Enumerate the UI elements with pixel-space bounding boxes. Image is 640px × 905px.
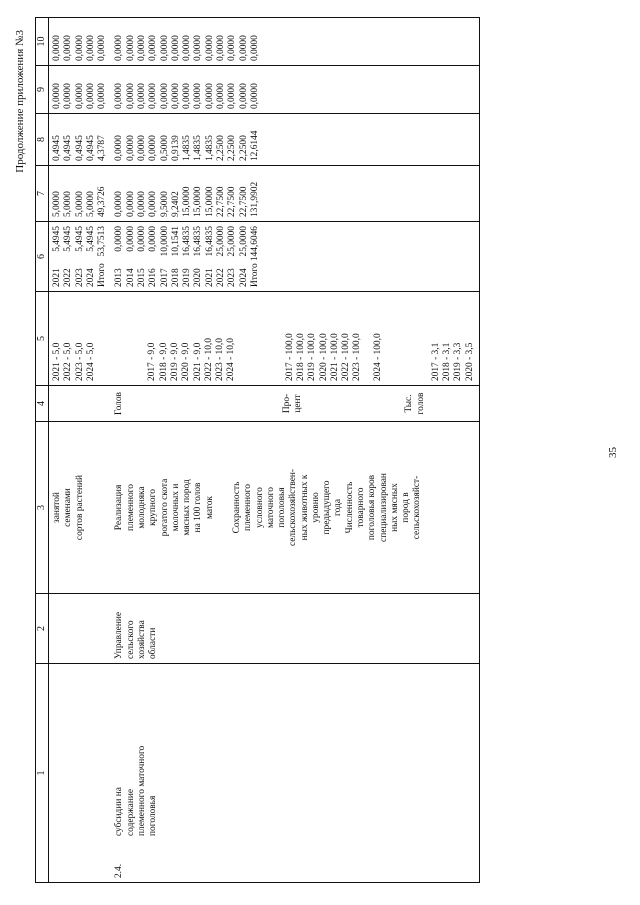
- year-amount-line: 2023 25,0000: [227, 226, 238, 287]
- amount: 0,0000: [136, 191, 147, 217]
- year-amount-line: Итого 144,6046: [249, 226, 260, 287]
- indicator2-value: 2018 - 100,0: [295, 333, 306, 381]
- indicator2-value: 2023 - 100,0: [352, 333, 363, 381]
- top-value-line: 2021 - 5,0: [52, 342, 62, 381]
- amount: 0,4945: [63, 135, 74, 161]
- amount: 15,0000: [204, 186, 215, 217]
- section-name-cell: [111, 664, 479, 883]
- amount: 4,3787: [97, 135, 108, 161]
- header-col-6: 6: [36, 222, 49, 292]
- indicator2-name-line: уровню: [310, 492, 321, 523]
- indicator1-name-line: Реализация: [114, 484, 125, 531]
- indicator1-name-line: маток: [204, 496, 215, 520]
- executor-line: Управление: [114, 611, 125, 659]
- amount: 22,7500: [215, 186, 226, 217]
- amount: 0,0000: [159, 35, 170, 61]
- amount: 0,0000: [170, 35, 181, 61]
- indicator2-value: 2024 - 100,0: [372, 333, 383, 381]
- indicator2-value: 2017 - 100,0: [284, 333, 295, 381]
- year-amount-line: 2024 5,4945: [85, 226, 96, 287]
- year-amount-line: 2022 5,4945: [63, 226, 74, 287]
- section-col-9: [111, 66, 479, 114]
- amount: 0,0000: [249, 83, 260, 109]
- indicator2-value: 2021 - 100,0: [329, 333, 340, 381]
- amount: 15,0000: [182, 186, 193, 217]
- amount: 0,0000: [193, 83, 204, 109]
- amount: 0,0000: [114, 135, 125, 161]
- amount: 0,0000: [74, 83, 85, 109]
- amount: 2,2500: [215, 135, 226, 161]
- amount: 0,0000: [148, 191, 159, 217]
- amount: 1,4835: [182, 135, 193, 161]
- amount: 5,0000: [52, 191, 62, 217]
- amount: 0,0000: [136, 35, 147, 61]
- indicator1-value: 2020 - 9,0: [181, 342, 192, 381]
- top-col-10: [49, 18, 112, 66]
- amount: 0,0000: [204, 83, 215, 109]
- amount: 0,0000: [238, 83, 249, 109]
- amount: 49,3726: [97, 186, 108, 217]
- indicator2-value: 2019 - 100,0: [307, 333, 318, 381]
- indicator-names-cell: [111, 422, 479, 594]
- executor-line: области: [148, 627, 159, 659]
- year-amount-line: 2018 10,1541: [170, 226, 181, 287]
- top-indicator-name: [49, 422, 112, 594]
- header-col-8: 8: [36, 114, 49, 166]
- program-table: [35, 17, 480, 883]
- amount: 0,0000: [97, 35, 108, 61]
- indicator2-name-line: поголовья: [277, 487, 288, 528]
- indicator3-name-line: ных мясных: [389, 483, 400, 532]
- unit-label: Голов: [114, 392, 125, 415]
- top-year-amount-col: [49, 222, 112, 292]
- amount: 0,0000: [159, 83, 170, 109]
- header-col-3: 3: [36, 422, 49, 594]
- year-amount-line: Итого 53,7513: [97, 226, 108, 287]
- year-amount-line: 2014 0,0000: [125, 226, 136, 287]
- amount: 0,0000: [85, 83, 96, 109]
- amount: 0,0000: [125, 83, 136, 109]
- indicator3-name-line: поголовья коров: [367, 474, 378, 541]
- amount: 0,4945: [52, 135, 62, 161]
- section-name-line: субсидии на: [114, 787, 125, 836]
- executor-cell: [111, 594, 479, 664]
- amount: 12,6144: [249, 130, 260, 161]
- top-col-7: [49, 166, 112, 222]
- amount: 0,0000: [249, 35, 260, 61]
- amount: 0,0000: [52, 35, 62, 61]
- amount: 0,0000: [114, 83, 125, 109]
- indicator2-name-line: сельскохозяйствен-: [288, 468, 299, 547]
- indicator1-value: 2021 - 9,0: [192, 342, 203, 381]
- indicator2-name-line: племенного: [243, 484, 254, 531]
- top-value-line: 2022 - 5,0: [63, 342, 74, 381]
- section-name-line: поголовья: [148, 795, 159, 836]
- executor-line: сельского: [125, 620, 136, 659]
- indicator2-name-line: ных животных к: [299, 474, 310, 541]
- section-year-amount-col: [111, 222, 479, 292]
- amount: 2,2500: [227, 135, 238, 161]
- section-col-8: [111, 114, 479, 166]
- amount: 131,9902: [249, 181, 260, 217]
- amount: 0,0000: [148, 83, 159, 109]
- amount: 0,0000: [182, 35, 193, 61]
- amount: 0,0000: [114, 191, 125, 217]
- amount: 0,0000: [63, 35, 74, 61]
- year-amount-line: 2021 5,4945: [52, 226, 62, 287]
- indicator1-value: 2024 - 10,0: [226, 338, 237, 381]
- amount: 0,0000: [170, 83, 181, 109]
- year-amount-line: 2022 25,0000: [215, 226, 226, 287]
- amount: 15,0000: [193, 186, 204, 217]
- amount: 0,4945: [85, 135, 96, 161]
- top-col-2: [49, 594, 112, 664]
- indicator3-name-line: сельскохозяйст-: [412, 475, 423, 540]
- indicator3-value: 2020 - 3,5: [464, 342, 475, 381]
- indicator3-value: 2017 - 3,1: [430, 342, 441, 381]
- indicator1-name-line: племенного: [125, 484, 136, 531]
- indicator2-name-line: маточного: [265, 487, 276, 528]
- indicator1-name-line: на 100 голов: [193, 482, 204, 533]
- top-indicator-values: [49, 292, 112, 386]
- year-amount-line: 2020 16,4835: [193, 226, 204, 287]
- top-indicator-line: семенами: [63, 488, 74, 527]
- indicator1-name-line: крупного: [148, 489, 159, 526]
- indicator3-value: 2018 - 3,1: [442, 342, 453, 381]
- amount: 0,0000: [125, 191, 136, 217]
- indicator1-name-line: молодняка: [136, 486, 147, 529]
- appendix-title: Продолжение приложения №3: [14, 30, 26, 173]
- amount: 0,0000: [227, 35, 238, 61]
- unit-label: цент: [292, 394, 303, 413]
- executor-line: хозяйства: [136, 620, 147, 659]
- amount: 2,2500: [238, 135, 249, 161]
- indicator3-value: 2019 - 3,3: [453, 342, 464, 381]
- amount: 5,0000: [74, 191, 85, 217]
- amount: 9,5000: [159, 191, 170, 217]
- top-col-8: [49, 114, 112, 166]
- amount: 0,0000: [148, 35, 159, 61]
- amount: 0,0000: [114, 35, 125, 61]
- amount: 1,4835: [193, 135, 204, 161]
- indicator2-value: 2022 - 100,0: [341, 333, 352, 381]
- indicator2-name-line: Сохранность: [231, 481, 242, 534]
- amount: 0,0000: [215, 83, 226, 109]
- indicator1-name-line: мясных пород: [182, 479, 193, 536]
- indicator1-name-line: рогатого скота: [159, 478, 170, 537]
- top-col-1: [49, 664, 112, 883]
- top-indicator-line: сортов растений: [74, 474, 85, 541]
- indicator3-name-line: специализирован: [378, 473, 389, 542]
- year-amount-line: 2021 16,4835: [204, 226, 215, 287]
- header-col-2: 2: [36, 594, 49, 664]
- indicator2-name-line: условного: [254, 487, 265, 528]
- indicator2-name-line: года: [333, 499, 344, 516]
- amount: 0,0000: [63, 83, 74, 109]
- section-number: 2.4.: [114, 863, 125, 878]
- indicator1-value: 2017 - 9,0: [147, 342, 158, 381]
- header-col-7: 7: [36, 166, 49, 222]
- units-cell: [111, 386, 479, 422]
- amount: 0,0000: [136, 135, 147, 161]
- year-amount-line: 2024 25,0000: [238, 226, 249, 287]
- top-value-line: 2024 - 5,0: [85, 342, 96, 381]
- indicator1-name-line: молочных и: [170, 483, 181, 532]
- section-col-7: [111, 166, 479, 222]
- header-col-1: 1: [36, 664, 49, 883]
- indicator1-value: 2022 - 10,0: [203, 338, 214, 381]
- amount: 0,0000: [125, 135, 136, 161]
- top-col-4: [49, 386, 112, 422]
- year-amount-line: 2015 0,0000: [136, 226, 147, 287]
- amount: 0,0000: [85, 35, 96, 61]
- indicator3-name-line: товарного: [356, 487, 367, 528]
- top-indicator-line: занятой: [52, 492, 62, 523]
- section-row: [111, 18, 479, 883]
- amount: 0,0000: [238, 35, 249, 61]
- amount: 0,5000: [159, 135, 170, 161]
- indicator2-value: 2020 - 100,0: [318, 333, 329, 381]
- section-col-10: [111, 18, 479, 66]
- amount: 1,4835: [204, 135, 215, 161]
- amount: 5,0000: [85, 191, 96, 217]
- amount: 0,0000: [125, 35, 136, 61]
- amount: 0,0000: [182, 83, 193, 109]
- header-row: [36, 18, 49, 883]
- year-amount-line: 2016 0,0000: [148, 226, 159, 287]
- header-col-10: 10: [36, 18, 49, 66]
- indicator1-value: 2023 - 10,0: [215, 338, 226, 381]
- top-block-row: [49, 18, 112, 883]
- indicator3-name-line: Численность: [344, 481, 355, 534]
- top-col-9: [49, 66, 112, 114]
- header-col-4: 4: [36, 386, 49, 422]
- indicator1-value: 2018 - 9,0: [158, 342, 169, 381]
- year-amount-line: 2017 10,0000: [159, 226, 170, 287]
- amount: 5,0000: [63, 191, 74, 217]
- amount: 0,9139: [170, 135, 181, 161]
- year-amount-line: 2019 16,4835: [182, 226, 193, 287]
- amount: 0,0000: [74, 35, 85, 61]
- unit-label: Тыс.: [404, 394, 415, 413]
- amount: 0,0000: [227, 83, 238, 109]
- year-amount-line: 2013 0,0000: [114, 226, 125, 287]
- indicator-values-cell: [111, 292, 479, 386]
- amount: 0,0000: [193, 35, 204, 61]
- amount: 0,0000: [97, 83, 108, 109]
- amount: 0,0000: [204, 35, 215, 61]
- indicator1-value: 2019 - 9,0: [169, 342, 180, 381]
- unit-label: голов: [415, 392, 426, 415]
- amount: 0,0000: [136, 83, 147, 109]
- amount: 0,0000: [52, 83, 62, 109]
- header-col-5: 5: [36, 292, 49, 386]
- header-col-9: 9: [36, 66, 49, 114]
- year-amount-line: 2023 5,4945: [74, 226, 85, 287]
- page-number: 35: [607, 447, 619, 458]
- indicator3-name-line: пород в: [401, 492, 412, 523]
- amount: 0,4945: [74, 135, 85, 161]
- amount: 9,2402: [170, 191, 181, 217]
- amount: 0,0000: [215, 35, 226, 61]
- amount: 22,7500: [238, 186, 249, 217]
- section-name-line: содержание: [125, 788, 136, 836]
- amount: 0,0000: [148, 135, 159, 161]
- amount: 22,7500: [227, 186, 238, 217]
- unit-label: Про-: [281, 393, 292, 414]
- top-value-line: 2023 - 5,0: [74, 342, 85, 381]
- indicator2-name-line: предыдущего: [322, 480, 333, 535]
- section-name-line: племенного маточного: [136, 745, 147, 836]
